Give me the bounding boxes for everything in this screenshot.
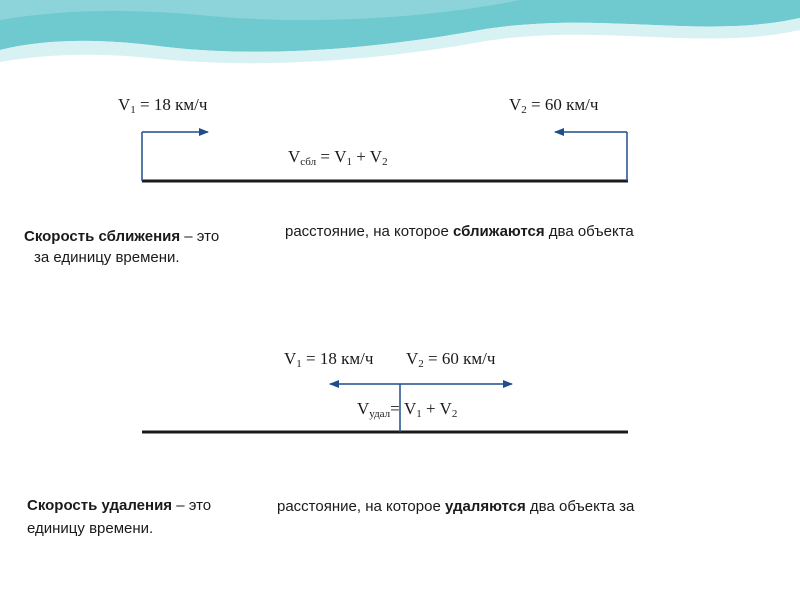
separation-formula: $V_{удал}= V_1 + V_2$ [357,399,458,420]
approach-definition-text: расстояние, на которое сближаются два объекта [285,223,634,240]
approach-definition-term: Скорость сближения – это [24,228,220,245]
separation-v2-label: $V_2 = 60$ км/ч [406,349,496,370]
separation-v1-label: $V_1 = 18$ км/ч [284,349,374,370]
separation-definition-term: Скорость удаления – это [27,497,212,514]
approach-v1-label: $V_1 = 18$ км/ч [118,95,208,116]
approach-definition-line2: за единицу времени. [34,249,180,266]
separation-definition-line2: единицу времени. [27,520,154,537]
approach-v2-label: $V_2 = 60$ км/ч [509,95,599,116]
separation-definition-text: расстояние, на которое удаляются два объекта за [277,498,635,515]
approach-formula: $V_{сбл} = V_1 + V_2$ [288,147,388,168]
